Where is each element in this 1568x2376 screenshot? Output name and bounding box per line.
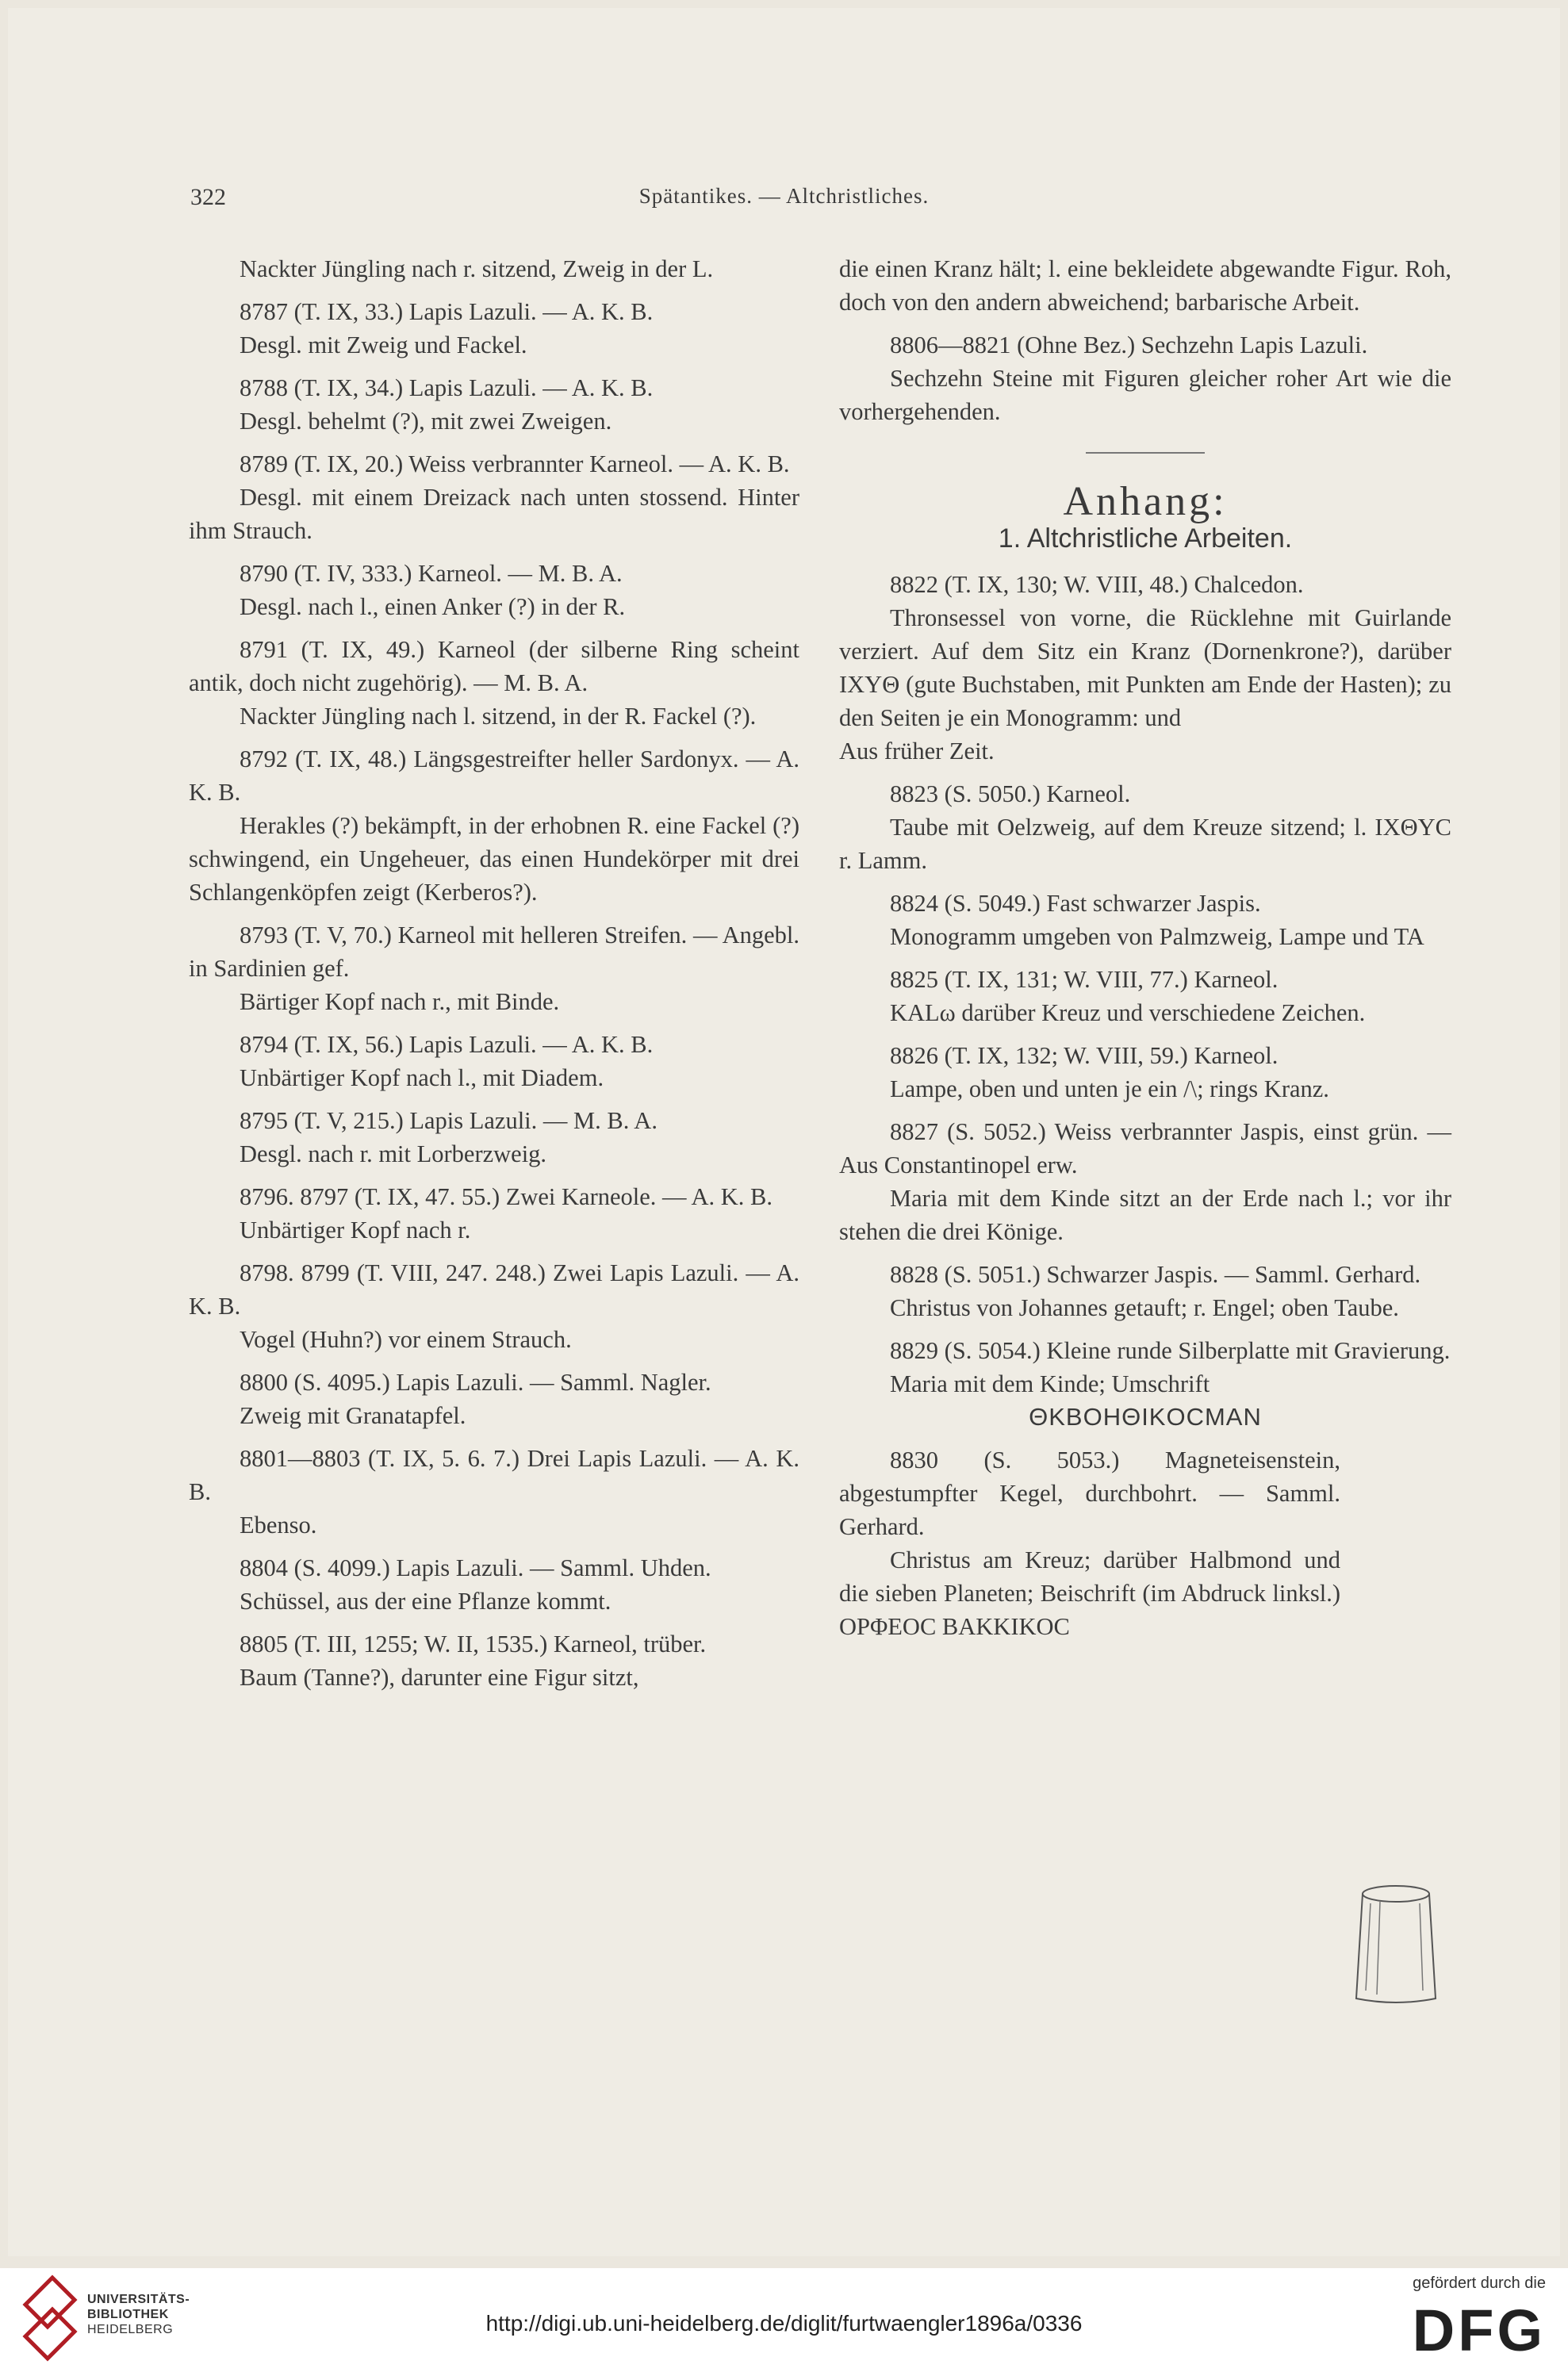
permalink-url[interactable]: http://digi.ub.uni-heidelberg.de/diglit/furtwaengler1896a/0336 <box>485 2311 1083 2336</box>
entry-heading: 8800 (S. 4095.) Lapis Lazuli. — Samml. Nagler. <box>240 1369 711 1396</box>
catalog-entry <box>839 252 1451 319</box>
catalog-entry <box>839 1258 1451 1324</box>
entry-heading: 8822 (T. IX, 130; W. VIII, 48.) Chalcedon. <box>890 571 1304 598</box>
entry-heading: 8824 (S. 5049.) Fast schwarzer Jaspis. <box>890 890 1261 917</box>
catalog-entry <box>839 1443 1451 1643</box>
library-name-line: UNIVERSITÄTS- <box>87 2293 190 2306</box>
catalog-entry <box>839 963 1451 1029</box>
funded-by-text: gefördert durch die <box>1413 2274 1546 2292</box>
entry-heading: 8805 (T. III, 1255; W. II, 1535.) Karneol, trüber. <box>240 1631 707 1657</box>
entry-description: Christus am Kreuz; darüber Halbmond und die sieben Planeten; Beischrift (im Abdruck linksl.) OPΦEOC BAKKIKOC <box>839 1546 1340 1640</box>
entry-description: Vogel (Huhn?) vor einem Strauch. <box>240 1326 572 1353</box>
dfg-logo: DFG <box>1412 2297 1546 2363</box>
catalog-entry <box>189 371 799 438</box>
entry-description: Sechzehn Steine mit Figuren gleicher roher Art wie die vorhergehenden. <box>839 365 1451 425</box>
entry-description: Maria mit dem Kinde; Umschrift <box>890 1370 1210 1397</box>
library-name-line: HEIDELBERG <box>87 2323 174 2336</box>
running-title: Spätantikes. — Altchristliches. <box>638 184 930 208</box>
catalog-entry <box>189 742 799 909</box>
catalog-entry <box>189 1028 799 1094</box>
entry-description: Desgl. behelmt (?), mit zwei Zweigen. <box>240 408 612 435</box>
entry-heading: 8787 (T. IX, 33.) Lapis Lazuli. — A. K. B. <box>240 298 654 325</box>
catalog-entry <box>839 1334 1451 1434</box>
entry-heading: 8789 (T. IX, 20.) Weiss verbrannter Karneol. — A. K. B. <box>240 450 790 477</box>
catalog-entry <box>839 887 1451 953</box>
section-divider <box>1086 452 1205 454</box>
entry-heading: 8798. 8799 (T. VIII, 247. 248.) Zwei Lapis Lazuli. — A. K. B. <box>189 1259 799 1320</box>
catalog-entry <box>189 447 799 547</box>
entry-description: Taube mit Oelzweig, auf dem Kreuze sitzend; l. IXΘYC r. Lamm. <box>839 814 1451 874</box>
entry-heading: 8796. 8797 (T. IX, 47. 55.) Zwei Karneole. — A. K. B. <box>240 1183 773 1210</box>
entry-description: Desgl. mit Zweig und Fackel. <box>240 331 527 358</box>
entry-heading: 8793 (T. V, 70.) Karneol mit helleren Streifen. — Angebl. in Sardinien gef. <box>189 922 799 982</box>
entry-heading: 8827 (S. 5052.) Weiss verbrannter Jaspis, einst grün. — Aus Constantinopel erw. <box>839 1118 1451 1178</box>
entry-description: Zweig mit Granatapfel. <box>240 1402 466 1429</box>
catalog-entry <box>189 1180 799 1247</box>
entry-description: Christus von Johannes getauft; r. Engel; oben Taube. <box>890 1294 1399 1321</box>
entry-heading: 8794 (T. IX, 56.) Lapis Lazuli. — A. K. B. <box>240 1031 654 1058</box>
catalog-entry <box>839 777 1451 877</box>
entry-description: Thronsessel von vorne, die Rücklehne mit Guirlande verziert. Auf dem Sitz ein Kranz (Dornenkrone?), darüber IXYΘ (gute Buchstaben, mit Punkten am Ende der Hasten); zu den Seiten je ein Monogramm: und <box>839 604 1451 731</box>
entry-description: Nackter Jüngling nach r. sitzend, Zweig in der L. <box>240 255 714 282</box>
entry-heading: 8823 (S. 5050.) Karneol. <box>890 780 1131 807</box>
entry-description: Herakles (?) bekämpft, in der erhobnen R. eine Fackel (?) schwingend, ein Ungeheuer, das einen Hundekörper mit drei Schlangenköpfen zeigt (Kerberos?). <box>189 812 799 906</box>
entry-description: Monogramm umgeben von Palmzweig, Lampe und TA <box>890 923 1424 950</box>
left-column <box>189 252 799 1703</box>
entry-heading: 8790 (T. IV, 333.) Karneol. — M. B. A. <box>240 560 623 587</box>
catalog-entry <box>189 1442 799 1542</box>
catalog-entry <box>189 295 799 362</box>
entry-heading: 8830 (S. 5053.) Magneteisenstein, abgestumpfter Kegel, durchbohrt. — Samml. Gerhard. <box>839 1447 1340 1540</box>
entry-heading: 8801—8803 (T. IX, 5. 6. 7.) Drei Lapis Lazuli. — A. K. B. <box>189 1445 799 1505</box>
catalog-entry <box>189 557 799 623</box>
entry-heading: 8788 (T. IX, 34.) Lapis Lazuli. — A. K. B. <box>240 374 654 401</box>
catalog-entry <box>839 568 1451 768</box>
entry-heading: 8826 (T. IX, 132; W. VIII, 59.) Karneol. <box>890 1042 1279 1069</box>
entry-description: Desgl. nach l., einen Anker (?) in der R. <box>240 593 626 620</box>
entry-description: Desgl. mit einem Dreizack nach unten stossend. Hinter ihm Strauch. <box>189 484 799 544</box>
entry-description: Baum (Tanne?), darunter eine Figur sitzt, <box>240 1664 639 1691</box>
entry-heading: 8829 (S. 5054.) Kleine runde Silberplatte mit Gravierung. <box>890 1337 1451 1364</box>
right-column <box>839 252 1451 1653</box>
catalog-entry <box>189 1551 799 1618</box>
section-heading: 1. Altchristliche Arbeiten. <box>998 523 1293 554</box>
catalog-entry <box>189 1627 799 1694</box>
entry-description: Ebenso. <box>240 1512 317 1539</box>
page-number: 322 <box>190 184 226 210</box>
catalog-entry <box>189 252 799 286</box>
entry-description: Maria mit dem Kinde sitzt an der Erde nach l.; vor ihr stehen die drei Könige. <box>839 1185 1451 1245</box>
entry-heading: 8792 (T. IX, 48.) Längsgestreifter heller Sardonyx. — A. K. B. <box>189 745 799 806</box>
catalog-entry <box>189 918 799 1018</box>
entry-description: die einen Kranz hält; l. eine bekleidete abgewandte Figur. Roh, doch von den andern abweichend; barbarische Arbeit. <box>839 255 1451 316</box>
library-name-line: BIBLIOTHEK <box>87 2308 169 2321</box>
entry-heading: 8828 (S. 5051.) Schwarzer Jaspis. — Samml. Gerhard. <box>890 1261 1421 1288</box>
stone-illustration <box>1348 1880 1443 2006</box>
inscription: ΘKBOHΘIKOCMAN <box>1029 1403 1262 1431</box>
entry-heading: 8806—8821 (Ohne Bez.) Sechzehn Lapis Lazuli. <box>890 331 1368 358</box>
catalog-entry <box>839 328 1451 428</box>
entry-description: Lampe, oben und unten je ein /\; rings Kranz. <box>890 1075 1329 1102</box>
catalog-entry <box>189 1256 799 1356</box>
entry-description: Bärtiger Kopf nach r., mit Binde. <box>240 988 560 1015</box>
entry-description: KALω darüber Kreuz und verschiedene Zeichen. <box>890 999 1366 1026</box>
entry-description: Aus früher Zeit. <box>839 738 995 765</box>
entry-description: Unbärtiger Kopf nach r. <box>240 1217 471 1244</box>
catalog-entry <box>189 1104 799 1171</box>
footer-banner <box>0 2268 1568 2376</box>
entry-heading: 8791 (T. IX, 49.) Karneol (der silberne Ring scheint antik, doch nicht zugehörig). — M. B. A. <box>189 636 799 696</box>
entry-description: Schüssel, aus der eine Pflanze kommt. <box>240 1588 611 1615</box>
entry-description: Nackter Jüngling nach l. sitzend, in der R. Fackel (?). <box>240 703 757 730</box>
catalog-entry <box>839 1039 1451 1106</box>
entry-heading: 8795 (T. V, 215.) Lapis Lazuli. — M. B. A. <box>240 1107 657 1134</box>
entry-description: Unbärtiger Kopf nach l., mit Diadem. <box>240 1064 604 1091</box>
entry-description: Desgl. nach r. mit Lorberzweig. <box>240 1140 547 1167</box>
entry-heading: 8804 (S. 4099.) Lapis Lazuli. — Samml. Uhden. <box>240 1554 711 1581</box>
catalog-entry <box>189 1366 799 1432</box>
catalog-entry <box>839 1115 1451 1248</box>
catalog-entry <box>189 633 799 733</box>
appendix-heading: Anhang: <box>1063 479 1228 524</box>
entry-heading: 8825 (T. IX, 131; W. VIII, 77.) Karneol. <box>890 966 1279 993</box>
